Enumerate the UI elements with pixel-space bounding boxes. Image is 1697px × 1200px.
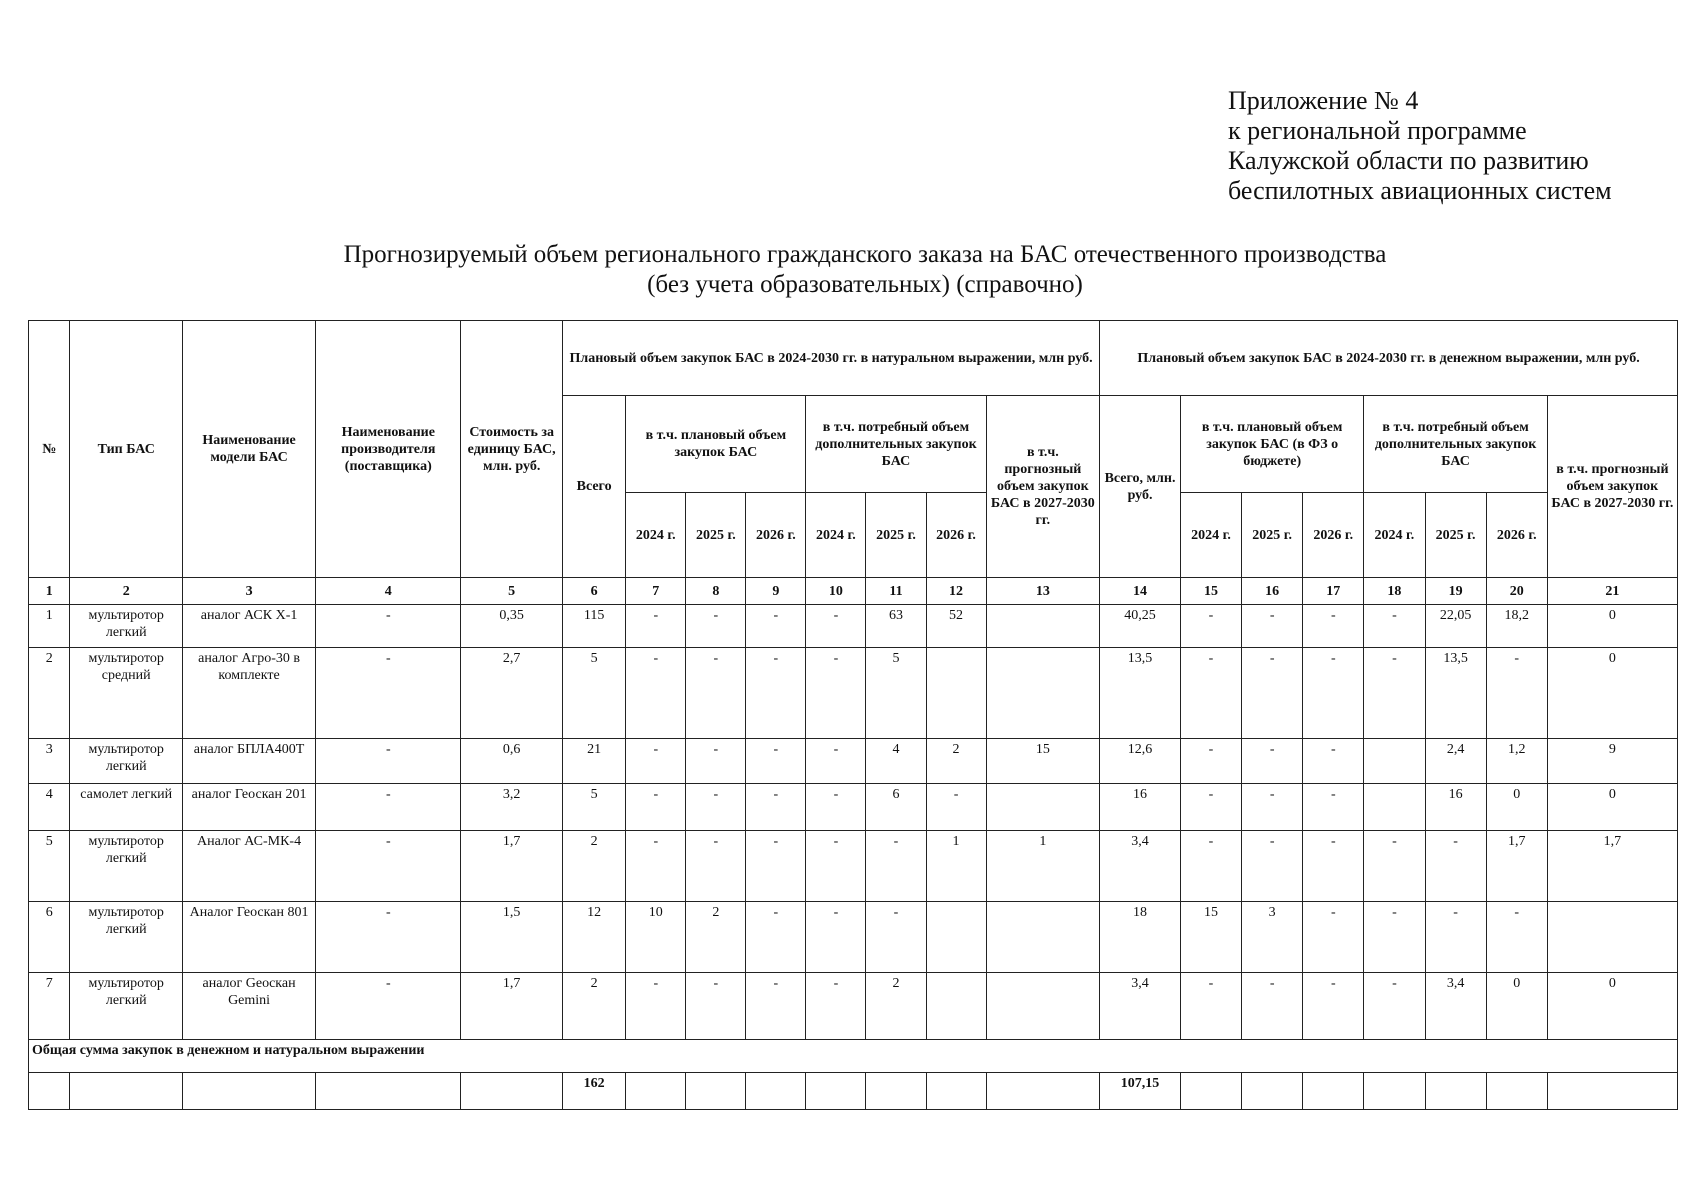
table-cell: - <box>626 973 686 1040</box>
table-cell: - <box>746 648 806 739</box>
table-cell: 5 <box>866 648 926 739</box>
table-cell: - <box>626 831 686 902</box>
column-number: 19 <box>1425 578 1486 605</box>
column-number: 12 <box>926 578 986 605</box>
table-cell: - <box>686 831 746 902</box>
header-type: Тип БАС <box>70 321 182 578</box>
table-cell: - <box>806 605 866 648</box>
header-no: № <box>29 321 70 578</box>
table-cell: - <box>1242 739 1303 784</box>
column-number: 20 <box>1486 578 1547 605</box>
table-cell: - <box>626 784 686 831</box>
table-cell: 9 <box>1547 739 1677 784</box>
empty-cell <box>1180 1073 1241 1110</box>
appendix-note <box>1228 86 1612 206</box>
procurement-table <box>28 320 1678 1110</box>
table-row <box>29 784 1678 831</box>
header-money-group: Плановый объем закупок БАС в 2024-2030 гг. в денежном выражении, млн руб. <box>1100 321 1678 396</box>
table-cell: - <box>1364 648 1425 739</box>
header-year: 2025 г. <box>1242 493 1303 578</box>
table-cell: 3,4 <box>1425 973 1486 1040</box>
table-cell: 3,4 <box>1100 973 1181 1040</box>
header-money-additional: в т.ч. потребный объем дополнительных закупок БАС <box>1364 396 1547 493</box>
column-number: 15 <box>1180 578 1241 605</box>
table-cell: - <box>746 739 806 784</box>
header-year: 2025 г. <box>1425 493 1486 578</box>
header-money-forecast: в т.ч. прогнозный объем закупок БАС в 2027-2030 гг. <box>1547 396 1677 578</box>
table-cell: - <box>1242 648 1303 739</box>
table-cell: - <box>316 648 461 739</box>
column-number: 11 <box>866 578 926 605</box>
column-number: 14 <box>1100 578 1181 605</box>
table-cell: - <box>1303 973 1364 1040</box>
table-cell: 4 <box>29 784 70 831</box>
table-cell: 0,6 <box>461 739 563 784</box>
header-year: 2026 г. <box>746 493 806 578</box>
empty-cell <box>866 1073 926 1110</box>
table-cell: 40,25 <box>1100 605 1181 648</box>
header-natural-planned: в т.ч. плановый объем закупок БАС <box>626 396 806 493</box>
table-cell: 15 <box>1180 902 1241 973</box>
header-model: Наименование модели БАС <box>182 321 315 578</box>
table-cell <box>986 648 1100 739</box>
table-row <box>29 973 1678 1040</box>
table-row <box>29 831 1678 902</box>
appendix-line-2: к региональной программе <box>1228 116 1527 145</box>
table-cell: 22,05 <box>1425 605 1486 648</box>
empty-cell <box>461 1073 563 1110</box>
table-cell: мультиротор легкий <box>70 605 182 648</box>
table-cell <box>986 784 1100 831</box>
table-cell: 2 <box>562 831 625 902</box>
table-cell: 2,4 <box>1425 739 1486 784</box>
table-cell: - <box>746 973 806 1040</box>
table-cell: - <box>1303 605 1364 648</box>
table-cell: - <box>746 605 806 648</box>
table-cell: 16 <box>1425 784 1486 831</box>
header-year: 2026 г. <box>1486 493 1547 578</box>
table-cell: 6 <box>866 784 926 831</box>
empty-cell <box>182 1073 315 1110</box>
table-cell: Аналог Геоскан 801 <box>182 902 315 973</box>
total-label: Общая сумма закупок в денежном и натуральном выражении <box>29 1040 1678 1073</box>
table-cell: 18 <box>1100 902 1181 973</box>
table-cell: 115 <box>562 605 625 648</box>
table-cell: 2 <box>562 973 625 1040</box>
table-cell: 6 <box>29 902 70 973</box>
table-cell: 2,7 <box>461 648 563 739</box>
appendix-line-3: Калужской области по развитию <box>1228 146 1589 175</box>
table-cell: 3,2 <box>461 784 563 831</box>
table-cell: - <box>806 973 866 1040</box>
table-cell: - <box>806 648 866 739</box>
empty-cell <box>1242 1073 1303 1110</box>
column-number: 2 <box>70 578 182 605</box>
table-cell <box>1364 739 1425 784</box>
table-cell: 1,7 <box>1486 831 1547 902</box>
table-cell: 1,7 <box>1547 831 1677 902</box>
table-cell: аналог АСК Х-1 <box>182 605 315 648</box>
table-cell: - <box>746 831 806 902</box>
column-number: 7 <box>626 578 686 605</box>
table-cell: - <box>686 739 746 784</box>
table-cell: 0 <box>1486 784 1547 831</box>
table-cell: 3,4 <box>1100 831 1181 902</box>
table-cell: - <box>806 831 866 902</box>
table-cell: - <box>1364 605 1425 648</box>
table-cell: 3 <box>29 739 70 784</box>
header-natural-forecast: в т.ч. прогнозный объем закупок БАС в 2027-2030 гг. <box>986 396 1100 578</box>
table-cell: 2 <box>29 648 70 739</box>
table-cell: 1,7 <box>461 973 563 1040</box>
column-number: 18 <box>1364 578 1425 605</box>
column-number: 1 <box>29 578 70 605</box>
table-cell: 3 <box>1242 902 1303 973</box>
title-line-2: (без учета образовательных) (справочно) <box>647 271 1083 298</box>
table-cell: - <box>806 739 866 784</box>
table-cell: - <box>626 648 686 739</box>
table-cell: мультиротор легкий <box>70 902 182 973</box>
table-cell: - <box>1180 831 1241 902</box>
table-cell: аналог Геоскан 201 <box>182 784 315 831</box>
table-cell: Аналог АС-МК-4 <box>182 831 315 902</box>
column-number: 5 <box>461 578 563 605</box>
header-natural-group: Плановый объем закупок БАС в 2024-2030 гг. в натуральном выражении, млн руб. <box>562 321 1099 396</box>
table-cell: - <box>1180 605 1241 648</box>
table-cell: - <box>316 831 461 902</box>
table-cell: 5 <box>562 648 625 739</box>
table-cell: - <box>866 831 926 902</box>
table-cell: - <box>1242 605 1303 648</box>
empty-cell <box>986 1073 1100 1110</box>
header-year: 2024 г. <box>1364 493 1425 578</box>
table-cell: аналог Geoскан Gemini <box>182 973 315 1040</box>
table-cell: мультиротор легкий <box>70 739 182 784</box>
total-natural: 162 <box>562 1073 625 1110</box>
table-row <box>29 739 1678 784</box>
header-year: 2026 г. <box>1303 493 1364 578</box>
table-cell: - <box>1180 973 1241 1040</box>
table-cell: - <box>1303 784 1364 831</box>
table-cell: 10 <box>626 902 686 973</box>
empty-cell <box>70 1073 182 1110</box>
table-cell: - <box>686 605 746 648</box>
header-money-total: Всего, млн. руб. <box>1100 396 1181 578</box>
column-number: 21 <box>1547 578 1677 605</box>
header-year: 2025 г. <box>866 493 926 578</box>
table-cell: 2 <box>926 739 986 784</box>
table-cell: - <box>316 973 461 1040</box>
header-money-planned: в т.ч. плановый объем закупок БАС (в ФЗ о бюджете) <box>1180 396 1363 493</box>
title-line-1: Прогнозируемый объем регионального гражданского заказа на БАС отечественного производства <box>343 241 1387 268</box>
table-cell: - <box>316 605 461 648</box>
table-cell: 21 <box>562 739 625 784</box>
column-number: 13 <box>986 578 1100 605</box>
table-cell: - <box>1425 902 1486 973</box>
total-label-row <box>29 1040 1678 1073</box>
column-number: 6 <box>562 578 625 605</box>
table-cell: - <box>1242 973 1303 1040</box>
empty-cell <box>1425 1073 1486 1110</box>
empty-cell <box>316 1073 461 1110</box>
table-cell: - <box>316 739 461 784</box>
table-cell <box>986 973 1100 1040</box>
table-cell <box>926 902 986 973</box>
header-manufacturer: Наименование производителя (поставщика) <box>316 321 461 578</box>
table-row <box>29 648 1678 739</box>
table-cell: 0 <box>1547 648 1677 739</box>
appendix-line-1: Приложение № 4 <box>1228 86 1419 115</box>
table-cell: 1 <box>926 831 986 902</box>
table-cell: - <box>746 784 806 831</box>
table-cell: 7 <box>29 973 70 1040</box>
table-cell: - <box>686 784 746 831</box>
table-cell: - <box>806 902 866 973</box>
empty-cell <box>746 1073 806 1110</box>
table-cell: 1,2 <box>1486 739 1547 784</box>
table-cell: 63 <box>866 605 926 648</box>
table-cell: 1 <box>29 605 70 648</box>
table-cell: - <box>1486 648 1547 739</box>
table-cell: - <box>926 784 986 831</box>
table-cell <box>986 902 1100 973</box>
column-number: 17 <box>1303 578 1364 605</box>
table-cell: - <box>316 784 461 831</box>
table-cell: 1,5 <box>461 902 563 973</box>
table-cell: - <box>316 902 461 973</box>
table-cell <box>926 973 986 1040</box>
table-cell: 12,6 <box>1100 739 1181 784</box>
table-cell: мультиротор легкий <box>70 831 182 902</box>
header-natural-additional: в т.ч. потребный объем дополнительных закупок БАС <box>806 396 986 493</box>
header-year: 2024 г. <box>1180 493 1241 578</box>
empty-cell <box>686 1073 746 1110</box>
empty-cell <box>806 1073 866 1110</box>
empty-cell <box>626 1073 686 1110</box>
table-cell: - <box>1303 902 1364 973</box>
table-cell: 0 <box>1547 784 1677 831</box>
table-cell: - <box>806 784 866 831</box>
table-cell: самолет легкий <box>70 784 182 831</box>
table-cell: аналог БПЛА400Т <box>182 739 315 784</box>
table-cell: 4 <box>866 739 926 784</box>
table-cell: - <box>1180 648 1241 739</box>
table-cell: - <box>686 648 746 739</box>
table-cell: 0 <box>1547 973 1677 1040</box>
header-natural-total: Всего <box>562 396 625 578</box>
table-cell: аналог Агро-30 в комплекте <box>182 648 315 739</box>
column-number: 9 <box>746 578 806 605</box>
table-cell: - <box>686 973 746 1040</box>
table-cell <box>926 648 986 739</box>
table-cell: - <box>1303 648 1364 739</box>
table-cell: - <box>1303 831 1364 902</box>
document-title <box>250 240 1480 300</box>
table-cell: - <box>1242 831 1303 902</box>
table-cell <box>1547 902 1677 973</box>
appendix-line-4: беспилотных авиационных систем <box>1228 176 1612 205</box>
column-number: 16 <box>1242 578 1303 605</box>
table-cell <box>1364 784 1425 831</box>
column-number-row <box>29 578 1678 605</box>
table-cell: 13,5 <box>1100 648 1181 739</box>
table-cell: 2 <box>866 973 926 1040</box>
column-number: 3 <box>182 578 315 605</box>
table-cell: 1 <box>986 831 1100 902</box>
table-cell: мультиротор легкий <box>70 973 182 1040</box>
empty-cell <box>1364 1073 1425 1110</box>
table-cell: - <box>1425 831 1486 902</box>
table-cell: 18,2 <box>1486 605 1547 648</box>
table-cell: - <box>1364 902 1425 973</box>
header-year: 2025 г. <box>686 493 746 578</box>
header-year: 2024 г. <box>626 493 686 578</box>
table-cell: 0 <box>1547 605 1677 648</box>
table-cell: - <box>1364 973 1425 1040</box>
table-cell: - <box>1180 739 1241 784</box>
total-money: 107,15 <box>1100 1073 1181 1110</box>
table-cell: 16 <box>1100 784 1181 831</box>
header-year: 2024 г. <box>806 493 866 578</box>
table-cell: 13,5 <box>1425 648 1486 739</box>
table-cell: - <box>626 605 686 648</box>
column-number: 4 <box>316 578 461 605</box>
table-row <box>29 605 1678 648</box>
table-cell: 12 <box>562 902 625 973</box>
table-cell: 52 <box>926 605 986 648</box>
table-cell: 5 <box>562 784 625 831</box>
table-cell: - <box>1180 784 1241 831</box>
table-cell: мультиротор средний <box>70 648 182 739</box>
header-year: 2026 г. <box>926 493 986 578</box>
table-cell: 0,35 <box>461 605 563 648</box>
table-cell: - <box>1303 739 1364 784</box>
empty-cell <box>29 1073 70 1110</box>
table-cell: 15 <box>986 739 1100 784</box>
empty-cell <box>926 1073 986 1110</box>
table-cell: - <box>1364 831 1425 902</box>
table-cell: 0 <box>1486 973 1547 1040</box>
header-unit-cost: Стоимость за единицу БАС, млн. руб. <box>461 321 563 578</box>
column-number: 8 <box>686 578 746 605</box>
table-cell: - <box>626 739 686 784</box>
table-cell: - <box>746 902 806 973</box>
table-cell: 1,7 <box>461 831 563 902</box>
table-cell <box>986 605 1100 648</box>
table-cell: - <box>866 902 926 973</box>
table-cell: 5 <box>29 831 70 902</box>
empty-cell <box>1303 1073 1364 1110</box>
column-number: 10 <box>806 578 866 605</box>
table-cell: - <box>1486 902 1547 973</box>
empty-cell <box>1486 1073 1547 1110</box>
table-cell: 2 <box>686 902 746 973</box>
total-values-row <box>29 1073 1678 1110</box>
table-row <box>29 902 1678 973</box>
table-cell: - <box>1242 784 1303 831</box>
empty-cell <box>1547 1073 1677 1110</box>
